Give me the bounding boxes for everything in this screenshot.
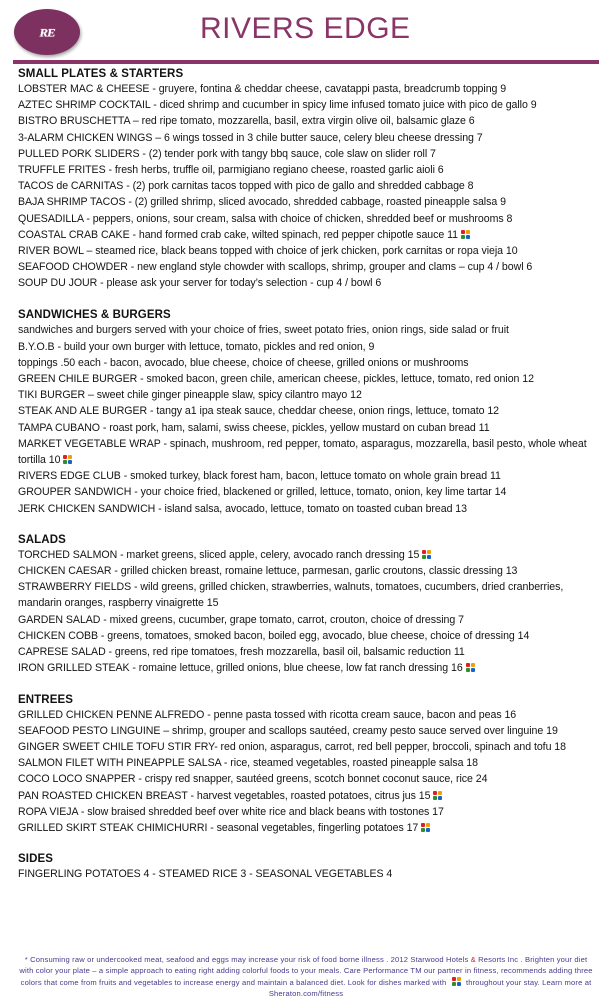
menu-item [18,660,599,676]
healthy-choice-pinwheel-icon [452,977,461,986]
menu-item-text: CHICKEN COBB - greens, tomatoes, smoked bacon, boiled egg, avocado, blue cheese, choice of dressing 14 [18,629,530,642]
menu-item [18,420,599,436]
footer-disclaimer-part1: * Consuming raw or undercooked meat, seafood and eggs may increase your risk of food borne illness . 2012 Starwood Hotels [24,954,469,964]
menu-item [18,355,599,371]
restaurant-logo [14,9,80,55]
footer-disclaimer-part2: Resorts Inc . Brighten your diet with color your plate – a simple approach to eating right adding colorful foods to your meals. Care Performance TM our partner in fitness, recommends adding three colors that come from fruits and vegetables to increase energy and maintain a balanced diet. Look for dishes marked with [19,954,593,987]
healthy-choice-pinwheel-icon [422,550,431,559]
section-title: SIDES [18,853,54,866]
section-title: SANDWICHES & BURGERS [18,308,171,321]
menu-item [18,211,599,227]
menu-item-text: STRAWBERRY FIELDS - wild greens, grilled chicken, strawberries, walnuts, tomatoes, cucumbers, dried cranberries, mandarin oranges, raspberry vinaigrette 15 [18,581,564,610]
menu-item-text: SALMON FILET WITH PINEAPPLE SALSA - rice, steamed vegetables, roasted pineapple salsa 18 [18,757,478,770]
menu-item-text: COASTAL CRAB CAKE - hand formed crab cake, wilted spinach, red pepper chipotle sauce 11 [18,228,459,241]
menu-item [18,484,599,500]
menu-item-text: SEAFOOD PESTO LINGUINE – shrimp, grouper and scallops sautéed, creamy pesto sauce served over linguine 19 [18,724,558,737]
page-title: RIVERS EDGE [200,12,411,45]
menu-item-text: SOUP DU JOUR - please ask your server for today’s selection - cup 4 / bowl 6 [18,277,382,290]
footer-link[interactable]: Sheraton.com/fitness [268,989,344,999]
menu-body [0,62,612,882]
menu-footer [0,954,612,1000]
menu-item-text: RIVER BOWL – steamed rice, black beans topped with choice of jerk chicken, pork carnitas or ropa vieja 10 [18,245,518,258]
section-title: SMALL PLATES & STARTERS [18,68,184,80]
healthy-choice-pinwheel-icon [63,455,72,464]
menu-item-text: B.Y.O.B - build your own burger with lettuce, tomato, pickles and red onion, 9 [18,340,375,353]
menu-item-text: JERK CHICKEN SANDWICH - island salsa, avocado, lettuce, tomato on toasted cuban bread 13 [18,502,467,515]
healthy-choice-pinwheel-icon [433,791,442,800]
menu-item-text: GRILLED SKIRT STEAK CHIMICHURRI - seasonal vegetables, fingerling potatoes 17 [18,821,419,834]
menu-item [18,739,599,755]
menu-item-text: FINGERLING POTATOES 4 - STEAMED RICE 3 - SEASONAL VEGETABLES 4 [18,868,393,881]
section-spacer [18,519,599,534]
footer-disclaimer-part3: throughout your stay. Learn more at [465,977,592,987]
section-spacer [18,294,599,309]
menu-item-text: ROPA VIEJA - slow braised shredded beef over white rice and black beans with tostones 17 [18,805,444,818]
menu-item-text: toppings .50 each - bacon, avocado, blue cheese, choice of cheese, grilled onions or mushrooms [18,356,469,369]
menu-item [18,403,599,419]
menu-item-text: STEAK AND ALE BURGER - tangy a1 ipa steak sauce, cheddar cheese, onion rings, lettuce, tomato 12 [18,405,500,418]
menu-item [18,501,599,517]
healthy-choice-pinwheel-icon [421,823,430,832]
menu-item-text: PULLED PORK SLIDERS - (2) tender pork with tangy bbq sauce, cole slaw on slider roll 7 [18,147,436,160]
menu-item-text: CHICKEN CAESAR - grilled chicken breast, romaine lettuce, parmesan, garlic croutons, classic dressing 13 [18,565,518,578]
menu-item [18,194,599,210]
menu-item-text: 3-ALARM CHICKEN WINGS – 6 wings tossed in 3 chile butter sauce, celery bleu cheese dressing 7 [18,131,483,144]
menu-section [18,853,599,882]
menu-item-text: IRON GRILLED STEAK - romaine lettuce, grilled onions, blue cheese, low fat ranch dressing 16 [18,662,463,675]
menu-item-text: TRUFFLE FRITES - fresh herbs, truffle oil, parmigiano regiano cheese, roasted garlic aioli 6 [18,164,444,177]
menu-item-text: GINGER SWEET CHILE TOFU STIR FRY- red onion, asparagus, carrot, red bell pepper, broccoli, spinach and tofu 18 [18,740,566,753]
menu-item [18,130,599,146]
menu-item [18,628,599,644]
menu-item-text: BISTRO BRUSCHETTA – red ripe tomato, mozzarella, basil, extra virgin olive oil, balsamic glaze 6 [18,115,475,128]
menu-item [18,97,599,113]
menu-section [18,68,599,292]
menu-section [18,309,599,517]
menu-item [18,579,599,611]
menu-item [18,339,599,355]
section-spacer [18,838,599,853]
menu-item-text: TORCHED SALMON - market greens, sliced apple, celery, avocado ranch dressing 15 [18,548,420,561]
section-spacer [18,679,599,694]
header-divider [13,60,599,64]
menu-item [18,468,599,484]
menu-item [18,644,599,660]
section-title: SALADS [18,533,66,546]
menu-item [18,820,599,836]
healthy-choice-pinwheel-icon [466,663,475,672]
menu-item-text: GRILLED CHICKEN PENNE ALFREDO - penne pasta tossed with ricotta cream sauce, bacon and peas 16 [18,708,517,721]
menu-item-text: RIVERS EDGE CLUB - smoked turkey, black forest ham, bacon, lettuce tomato on whole grain bread 11 [18,470,501,483]
menu-item-text: LOBSTER MAC & CHEESE - gruyere, fontina & cheddar cheese, cavatappi pasta, breadcrumb topping 9 [18,83,507,95]
section-note: sandwiches and burgers served with your choice of fries, sweet potato fries, onion rings, side salad or fruit [18,323,509,336]
footer-ampersand: & [470,954,476,964]
menu-item-text: AZTEC SHRIMP COCKTAIL - diced shrimp and cucumber in spicy lime infused tomato juice with pico de gallo 9 [18,99,537,112]
menu-item [18,547,599,563]
menu-item-text: CAPRESE SALAD - greens, red ripe tomatoes, fresh mozzarella, basil oil, balsamic reduction 11 [18,646,465,659]
menu-item-text: GROUPER SANDWICH - your choice fried, blackened or grilled, lettuce, tomato, onion, key lime tartar 14 [18,486,507,499]
menu-item-text: GARDEN SALAD - mixed greens, cucumber, grape tomato, carrot, crouton, choice of dressing 7 [18,613,464,626]
menu-item [18,436,599,468]
menu-item [18,804,599,820]
menu-item [18,81,599,97]
menu-item-text: TACOS de CARNITAS - (2) pork carnitas tacos topped with pico de gallo and shredded cabbage 8 [18,180,474,193]
menu-section [18,694,599,837]
logo-monogram-text: RE [39,25,55,39]
menu-item-text: GREEN CHILE BURGER - smoked bacon, green chile, american cheese, pickles, lettuce, tomato, red onion 12 [18,373,534,386]
menu-item-text: BAJA SHRIMP TACOS - (2) grilled shrimp, sliced avocado, shredded cabbage, roasted pineapple salsa 9 [18,196,506,209]
menu-item [18,612,599,628]
menu-item [18,866,599,882]
menu-item-text: TAMPA CUBANO - roast pork, ham, salami, swiss cheese, pickles, yellow mustard on cuban bread 11 [18,421,490,434]
menu-item [18,387,599,403]
menu-item-text: PAN ROASTED CHICKEN BREAST - harvest vegetables, roasted potatoes, citrus jus 15 [18,789,431,802]
menu-item-text: MARKET VEGETABLE WRAP - spinach, mushroom, red pepper, tomato, asparagus, mozzarella, basil pesto, whole wheat tortilla 10 [18,437,587,467]
menu-item [18,275,599,291]
menu-header [0,0,612,62]
menu-item [18,243,599,259]
menu-item [18,113,599,129]
menu-item [18,227,599,243]
menu-item [18,755,599,771]
menu-item-text: COCO LOCO SNAPPER - crispy red snapper, sautéed greens, scotch bonnet coconut sauce, rice 24 [18,773,488,786]
section-title: ENTREES [18,693,74,706]
menu-item-text: QUESADILLA - peppers, onions, sour cream, salsa with choice of chicken, shredded beef or mushrooms 8 [18,212,513,225]
menu-section [18,534,599,677]
menu-item [18,178,599,194]
menu-item [18,771,599,787]
menu-item [18,371,599,387]
healthy-choice-pinwheel-icon [461,230,470,239]
menu-item [18,707,599,723]
menu-item [18,563,599,579]
menu-item [18,146,599,162]
menu-item-text: TIKI BURGER – sweet chile ginger pineapple slaw, spicy cilantro mayo 12 [18,389,362,402]
menu-item [18,788,599,804]
menu-item [18,162,599,178]
menu-item [18,723,599,739]
menu-item [18,259,599,275]
menu-item-text: SEAFOOD CHOWDER - new england style chowder with scallops, shrimp, grouper and clams – cup 4 / bowl 6 [18,261,533,274]
